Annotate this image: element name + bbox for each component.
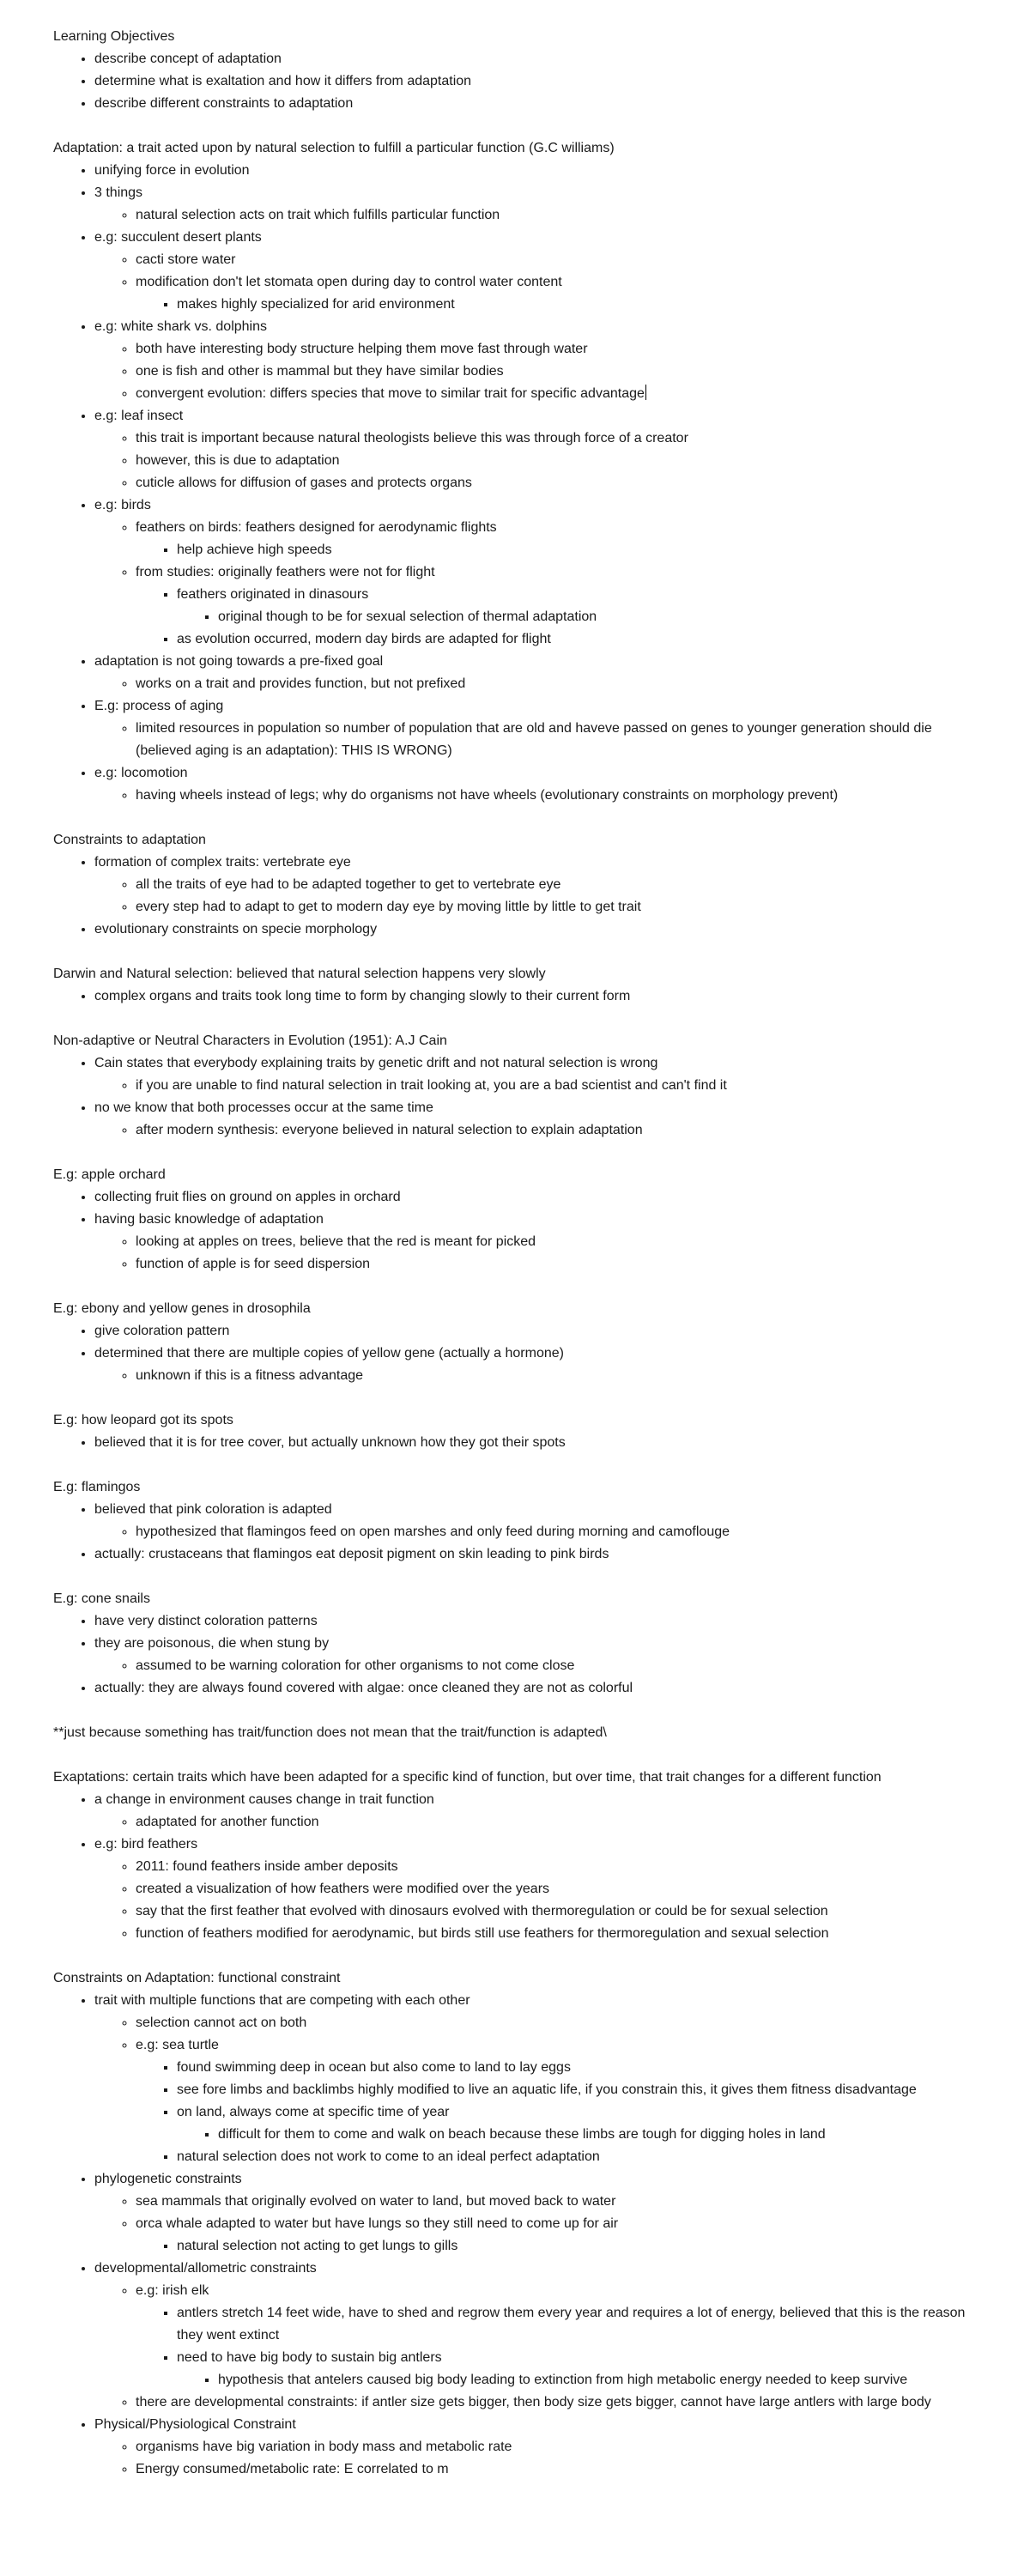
list-item-text: having basic knowledge of adaptation <box>94 1212 324 1227</box>
list-item <box>136 517 989 561</box>
list-item <box>136 450 989 472</box>
section-heading: Constraints on Adaptation: functional constraint <box>53 1971 341 1985</box>
list-item-text: say that the first feather that evolved with dinosaurs evolved with thermoregulation or could be for sexual selection <box>136 1904 828 1918</box>
note-section <box>53 1588 989 1700</box>
text-cursor <box>645 385 646 400</box>
section-heading: Non-adaptive or Neutral Characters in Evolution (1951): A.J Cain <box>53 1033 447 1048</box>
list-item <box>94 48 989 70</box>
list-item-text: looking at apples on trees, believe that the red is meant for picked <box>136 1234 536 1249</box>
list-item <box>136 874 989 896</box>
note-section <box>53 1030 989 1142</box>
note-section <box>53 829 989 941</box>
list-item <box>218 2369 989 2391</box>
list-item-text: no we know that both processes occur at the same time <box>94 1100 433 1115</box>
list-item <box>94 1320 989 1343</box>
bullet-list-level-3 <box>136 2302 989 2391</box>
list-item-text: 3 things <box>94 185 143 200</box>
list-item-text: see fore limbs and backlimbs highly modified to live an aquatic life, if you constrain this, it gives them fitness disadvantage <box>177 2082 917 2097</box>
list-item <box>136 472 989 494</box>
list-item <box>94 1990 989 2168</box>
note-section <box>53 1298 989 1387</box>
list-item <box>94 1186 989 1209</box>
bullet-list-level-1 <box>53 852 989 941</box>
list-item <box>177 584 989 628</box>
section-heading: E.g: flamingos <box>53 1480 141 1494</box>
list-item-text: e.g: birds <box>94 498 151 512</box>
section-heading: E.g: how leopard got its spots <box>53 1413 233 1427</box>
bullet-list-level-1 <box>53 1432 989 1454</box>
list-item <box>94 852 989 918</box>
section-heading: Exaptations: certain traits which have been adapted for a specific kind of function, but over time, that trait changes for a different function <box>53 1770 882 1785</box>
list-item <box>94 494 989 651</box>
list-item <box>136 1075 989 1097</box>
section-heading: E.g: ebony and yellow genes in drosophila <box>53 1301 311 1316</box>
section-heading: Adaptation: a trait acted upon by natural selection to fulfill a particular function (G.C williams) <box>53 141 615 155</box>
list-item-text: cuticle allows for diffusion of gases and protects organs <box>136 476 472 490</box>
list-item <box>136 785 989 807</box>
list-item <box>94 1543 989 1566</box>
bullet-list-level-2 <box>94 1075 989 1097</box>
bullet-list-level-2 <box>94 2436 989 2481</box>
list-item-text: orca whale adapted to water but have lungs so they still need to come up for air <box>136 2216 619 2231</box>
list-item-text: e.g: bird feathers <box>94 1837 198 1852</box>
list-item-text: limited resources in population so number of population that are old and haveve passed on genes to younger generation should die (believed aging is an adaptation): THIS IS WRONG) <box>136 721 936 758</box>
bullet-list-level-2 <box>94 785 989 807</box>
list-item-text: assumed to be warning coloration for other organisms to not come close <box>136 1658 575 1673</box>
list-item <box>94 651 989 695</box>
bullet-list-level-1 <box>53 985 989 1008</box>
list-item-text: difficult for them to come and walk on beach because these limbs are tough for digging holes in land <box>218 2127 826 2142</box>
list-item-text: works on a trait and provides function, but not prefixed <box>136 676 466 691</box>
list-item <box>136 1878 989 1900</box>
list-item-text: created a visualization of how feathers were modified over the years <box>136 1882 550 1896</box>
list-item <box>177 2079 989 2101</box>
section-heading: E.g: apple orchard <box>53 1167 166 1182</box>
bullet-list-level-4 <box>177 2369 989 2391</box>
list-item <box>136 2458 989 2481</box>
list-item <box>94 160 989 182</box>
list-item-text: adaptation is not going towards a pre-fixed goal <box>94 654 384 669</box>
bullet-list-level-2 <box>94 718 989 762</box>
list-item-text: trait with multiple functions that are competing with each other <box>94 1993 470 2008</box>
list-item <box>177 2101 989 2146</box>
list-item-text: actually: they are always found covered with algae: once cleaned they are not as colorful <box>94 1681 633 1695</box>
bullet-list-level-2 <box>94 1811 989 1834</box>
list-item <box>136 2280 989 2391</box>
list-item-text: Physical/Physiological Constraint <box>94 2417 296 2432</box>
list-item <box>177 628 989 651</box>
list-item-text: if you are unable to find natural selection in trait looking at, you are a bad scientist and can't find it <box>136 1078 727 1093</box>
list-item-text: evolutionary constraints on specie morphology <box>94 922 378 936</box>
list-item-text: convergent evolution: differs species that move to similar trait for specific advantage <box>136 386 645 401</box>
list-item <box>136 249 989 271</box>
list-item-text: e.g: leaf insect <box>94 409 184 423</box>
document-body[interactable] <box>53 26 989 2503</box>
list-item-text: adaptated for another function <box>136 1815 319 1829</box>
note-section <box>53 26 989 115</box>
list-item-text: determined that there are multiple copies of yellow gene (actually a hormone) <box>94 1346 564 1361</box>
note-section <box>53 963 989 1008</box>
list-item <box>94 1610 989 1633</box>
bullet-list-level-4 <box>177 606 989 628</box>
bullet-list-level-1 <box>53 160 989 807</box>
list-item-text: after modern synthesis: everyone believed in natural selection to explain adaptation <box>136 1123 643 1137</box>
list-item-text: e.g: sea turtle <box>136 2038 219 2052</box>
list-item-text: one is fish and other is mammal but they have similar bodies <box>136 364 504 379</box>
list-item <box>177 2057 989 2079</box>
list-item-text: feathers on birds: feathers designed for aerodynamic flights <box>136 520 497 535</box>
bullet-list-level-1 <box>53 1186 989 1276</box>
list-item <box>94 2414 989 2481</box>
section-heading: Constraints to adaptation <box>53 833 206 847</box>
list-item-text: e.g: locomotion <box>94 766 188 780</box>
bullet-list-level-1 <box>53 1610 989 1700</box>
list-item-text: collecting fruit flies on ground on apples in orchard <box>94 1190 401 1204</box>
list-item-text: original though to be for sexual selection of thermal adaptation <box>218 609 597 624</box>
list-item <box>94 1052 989 1097</box>
list-item-text: there are developmental constraints: if antler size gets bigger, then body size gets bigger, cannot have large antlers with large body <box>136 2395 931 2409</box>
list-item-text: actually: crustaceans that flamingos eat deposit pigment on skin leading to pink birds <box>94 1547 609 1561</box>
list-item <box>218 606 989 628</box>
list-item-text: E.g: process of aging <box>94 699 224 713</box>
list-item <box>177 294 989 316</box>
list-item-text: both have interesting body structure helping them move fast through water <box>136 342 588 356</box>
list-item-text: e.g: irish elk <box>136 2283 209 2298</box>
bullet-list-level-1 <box>53 48 989 115</box>
list-item-text: natural selection does not work to come to an ideal perfect adaptation <box>177 2149 600 2164</box>
list-item-text: found swimming deep in ocean but also come to land to lay eggs <box>177 2060 571 2075</box>
list-item <box>136 204 989 227</box>
list-item-text: Energy consumed/metabolic rate: E correlated to m <box>136 2462 449 2476</box>
note-section <box>53 1722 989 1744</box>
list-item <box>136 1923 989 1945</box>
note-section <box>53 137 989 807</box>
bullet-list-level-2 <box>94 1856 989 1945</box>
section-heading: Learning Objectives <box>53 29 175 44</box>
list-item <box>136 1231 989 1253</box>
list-item <box>136 561 989 651</box>
list-item-text: help achieve high speeds <box>177 542 332 557</box>
list-item-text: hypothesized that flamingos feed on open marshes and only feed during morning and camoflouge <box>136 1524 730 1539</box>
list-item-text: natural selection acts on trait which fulfills particular function <box>136 208 500 222</box>
bullet-list-level-3 <box>136 584 989 651</box>
list-item <box>94 1343 989 1387</box>
list-item-text: from studies: originally feathers were not for flight <box>136 565 435 579</box>
list-item-text: every step had to adapt to get to modern day eye by moving little by little to get trait <box>136 900 641 914</box>
bullet-list-level-1 <box>53 1320 989 1387</box>
list-item <box>136 338 989 361</box>
note-section <box>53 1967 989 2481</box>
list-item <box>177 2347 989 2391</box>
bullet-list-level-2 <box>94 2280 989 2414</box>
list-item-text: have very distinct coloration patterns <box>94 1614 318 1628</box>
list-item-text: determine what is exaltation and how it differs from adaptation <box>94 74 472 88</box>
note-section <box>53 1476 989 1566</box>
list-item <box>94 2258 989 2414</box>
list-item <box>136 2213 989 2258</box>
list-item <box>94 918 989 941</box>
bullet-list-level-1 <box>53 1789 989 1945</box>
bullet-list-level-3 <box>136 2057 989 2168</box>
bullet-list-level-2 <box>94 1119 989 1142</box>
list-item <box>136 2436 989 2458</box>
bullet-list-level-3 <box>136 539 989 561</box>
list-item-text: 2011: found feathers inside amber deposits <box>136 1859 398 1874</box>
bullet-list-level-2 <box>94 673 989 695</box>
list-item-text: all the traits of eye had to be adapted together to get to vertebrate eye <box>136 877 561 892</box>
list-item <box>94 1834 989 1945</box>
list-item <box>94 1432 989 1454</box>
list-item-text: unknown if this is a fitness advantage <box>136 1368 364 1383</box>
list-item-text: describe concept of adaptation <box>94 52 282 66</box>
list-item <box>94 227 989 316</box>
list-item-text: Cain states that everybody explaining traits by genetic drift and not natural selection is wrong <box>94 1056 658 1070</box>
list-item <box>177 2146 989 2168</box>
bullet-list-level-2 <box>94 874 989 918</box>
list-item-text: feathers originated in dinasours <box>177 587 369 602</box>
note-section <box>53 1409 989 1454</box>
list-item-text: function of feathers modified for aerodynamic, but birds still use feathers for thermoregulation and sexual selection <box>136 1926 829 1941</box>
bullet-list-level-2 <box>94 249 989 316</box>
list-item-text: as evolution occurred, modern day birds are adapted for flight <box>177 632 551 646</box>
bullet-list-level-2 <box>94 2012 989 2168</box>
list-item <box>94 1633 989 1677</box>
bullet-list-level-1 <box>53 1499 989 1566</box>
bullet-list-level-1 <box>53 1052 989 1142</box>
list-item-text: antlers stretch 14 feet wide, have to shed and regrow them every year and requires a lot of energy, believed that this is the reason they went extinct <box>177 2306 969 2343</box>
list-item <box>94 182 989 227</box>
note-section <box>53 1767 989 1945</box>
list-item-text: developmental/allometric constraints <box>94 2261 317 2276</box>
list-item <box>94 695 989 762</box>
list-item-text: function of apple is for seed dispersion <box>136 1257 371 1271</box>
bullet-list-level-2 <box>94 1365 989 1387</box>
bullet-list-level-2 <box>94 1521 989 1543</box>
list-item <box>94 93 989 115</box>
list-item-text: modification don't let stomata open during day to control water content <box>136 275 562 289</box>
list-item-text: believed that it is for tree cover, but actually unknown how they got their spots <box>94 1435 566 1450</box>
list-item-text: natural selection not acting to get lungs to gills <box>177 2239 458 2253</box>
list-item <box>136 1521 989 1543</box>
list-item <box>136 383 989 405</box>
list-item-text: hypothesis that antelers caused big body leading to extinction from high metabolic energy needed to keep survive <box>218 2373 908 2387</box>
list-item-text: e.g: white shark vs. dolphins <box>94 319 267 334</box>
section-heading: E.g: cone snails <box>53 1591 150 1606</box>
list-item-text: e.g: succulent desert plants <box>94 230 262 245</box>
list-item <box>94 1677 989 1700</box>
list-item <box>94 316 989 405</box>
list-item <box>94 985 989 1008</box>
list-item <box>94 2168 989 2258</box>
bullet-list-level-2 <box>94 338 989 405</box>
list-item-text: organisms have big variation in body mass and metabolic rate <box>136 2440 512 2454</box>
bullet-list-level-2 <box>94 204 989 227</box>
bullet-list-level-4 <box>177 2124 989 2146</box>
list-item-text: formation of complex traits: vertebrate eye <box>94 855 351 870</box>
note-section <box>53 1164 989 1276</box>
list-item <box>136 1655 989 1677</box>
list-item-text: need to have big body to sustain big antlers <box>177 2350 442 2365</box>
list-item <box>136 1365 989 1387</box>
list-item <box>136 2034 989 2168</box>
list-item <box>136 1119 989 1142</box>
list-item <box>94 1209 989 1276</box>
list-item-text: however, this is due to adaptation <box>136 453 340 468</box>
section-heading: Darwin and Natural selection: believed that natural selection happens very slowly <box>53 967 546 981</box>
list-item <box>177 2235 989 2258</box>
list-item <box>136 2191 989 2213</box>
list-item <box>218 2124 989 2146</box>
list-item <box>136 271 989 316</box>
list-item <box>136 2012 989 2034</box>
list-item-text: cacti store water <box>136 252 236 267</box>
list-item <box>136 361 989 383</box>
section-heading: **just because something has trait/function does not mean that the trait/function is adapted\ <box>53 1725 607 1740</box>
list-item <box>136 2391 989 2414</box>
list-item-text: give coloration pattern <box>94 1324 230 1338</box>
list-item-text: describe different constraints to adaptation <box>94 96 354 111</box>
list-item-text: having wheels instead of legs; why do organisms not have wheels (evolutionary constraints on morphology prevent) <box>136 788 839 803</box>
list-item-text: this trait is important because natural theologists believe this was through force of a creator <box>136 431 688 445</box>
list-item <box>94 1499 989 1543</box>
list-item-text: on land, always come at specific time of year <box>177 2105 450 2119</box>
list-item <box>94 1789 989 1834</box>
bullet-list-level-2 <box>94 427 989 494</box>
list-item <box>94 70 989 93</box>
bullet-list-level-2 <box>94 2191 989 2258</box>
list-item-text: makes highly specialized for arid environment <box>177 297 455 312</box>
list-item-text: selection cannot act on both <box>136 2015 307 2030</box>
list-item <box>136 896 989 918</box>
list-item <box>94 1097 989 1142</box>
bullet-list-level-1 <box>53 1990 989 2481</box>
list-item <box>94 405 989 494</box>
list-item-text: unifying force in evolution <box>94 163 250 178</box>
list-item <box>136 1856 989 1878</box>
list-item-text: phylogenetic constraints <box>94 2172 242 2186</box>
list-item-text: complex organs and traits took long time to form by changing slowly to their current form <box>94 989 631 1003</box>
list-item <box>136 427 989 450</box>
list-item <box>136 1900 989 1923</box>
list-item-text: a change in environment causes change in trait function <box>94 1792 434 1807</box>
bullet-list-level-3 <box>136 2235 989 2258</box>
bullet-list-level-3 <box>136 294 989 316</box>
list-item <box>177 539 989 561</box>
bullet-list-level-2 <box>94 517 989 651</box>
bullet-list-level-2 <box>94 1231 989 1276</box>
list-item <box>136 718 989 762</box>
list-item <box>136 1253 989 1276</box>
list-item-text: they are poisonous, die when stung by <box>94 1636 330 1651</box>
list-item <box>136 673 989 695</box>
list-item <box>177 2302 989 2347</box>
list-item <box>136 1811 989 1834</box>
list-item-text: sea mammals that originally evolved on water to land, but moved back to water <box>136 2194 616 2209</box>
list-item <box>94 762 989 807</box>
bullet-list-level-2 <box>94 1655 989 1677</box>
list-item-text: believed that pink coloration is adapted <box>94 1502 332 1517</box>
